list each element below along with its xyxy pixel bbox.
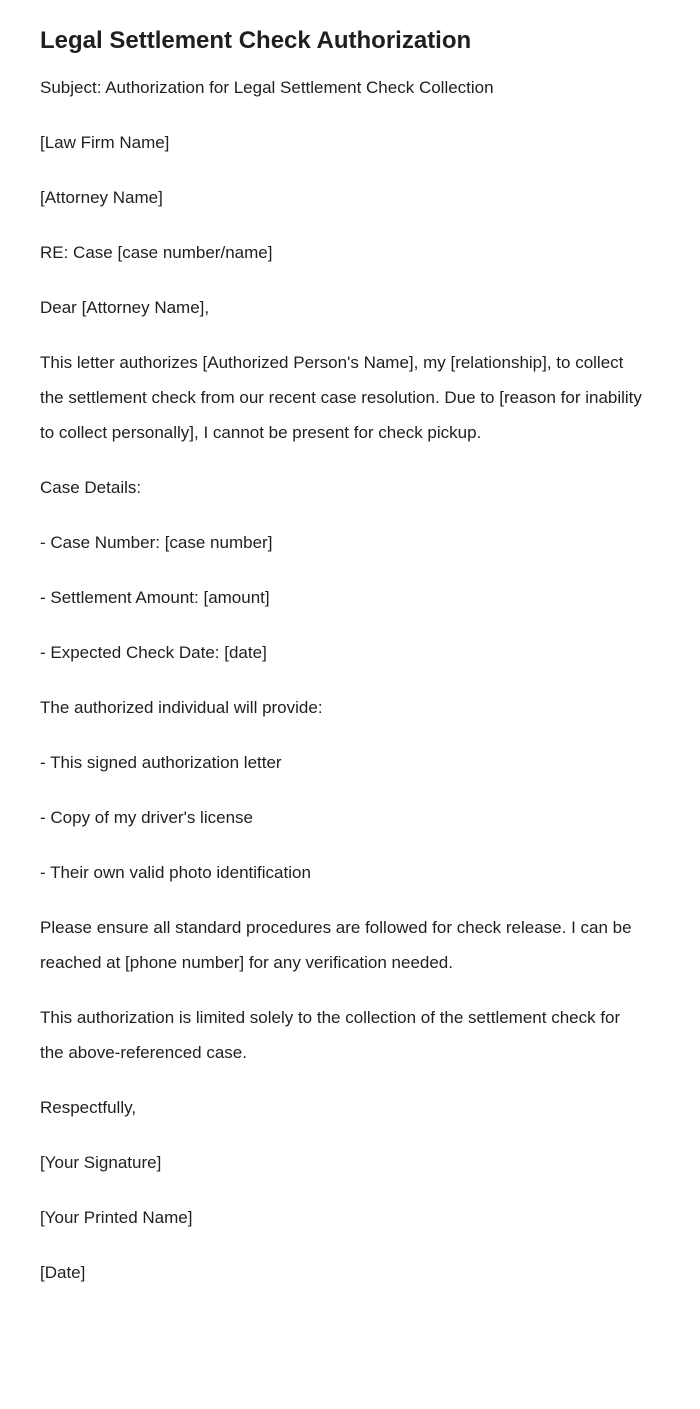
- drivers-license-item: - Copy of my driver's license: [40, 808, 253, 827]
- case-number-item: - Case Number: [case number]: [40, 533, 273, 552]
- signed-letter-item: - This signed authorization letter: [40, 753, 282, 772]
- authorization-paragraph: This letter authorizes [Authorized Person's Name], my [relationship], to collect the settlement check from our recent case resolution. Due to [reason for inability to collect personally], I cannot be present for check pickup.: [40, 353, 642, 442]
- provide-list-heading: The authorized individual will provide:: [40, 698, 323, 717]
- signature-placeholder: [Your Signature]: [40, 1153, 162, 1172]
- case-details-heading: Case Details:: [40, 478, 142, 497]
- expected-check-date-item: - Expected Check Date: [date]: [40, 643, 267, 662]
- scope-limitation-paragraph: This authorization is limited solely to the collection of the settlement check for the above-referenced case.: [40, 1008, 621, 1062]
- re-case-line: RE: Case [case number/name]: [40, 243, 273, 262]
- photo-id-item: - Their own valid photo identification: [40, 863, 311, 882]
- closing-line: Respectfully,: [40, 1098, 137, 1117]
- subject-line: Subject: Authorization for Legal Settlement Check Collection: [40, 78, 494, 97]
- attorney-name-placeholder: [Attorney Name]: [40, 188, 163, 207]
- law-firm-name-placeholder: [Law Firm Name]: [40, 133, 170, 152]
- procedures-paragraph: Please ensure all standard procedures are followed for check release. I can be reached at [phone number] for any verification needed.: [40, 918, 632, 972]
- date-placeholder: [Date]: [40, 1263, 86, 1282]
- printed-name-placeholder: [Your Printed Name]: [40, 1208, 193, 1227]
- salutation-line: Dear [Attorney Name],: [40, 298, 210, 317]
- settlement-amount-item: - Settlement Amount: [amount]: [40, 588, 270, 607]
- document-title: Legal Settlement Check Authorization: [40, 27, 472, 54]
